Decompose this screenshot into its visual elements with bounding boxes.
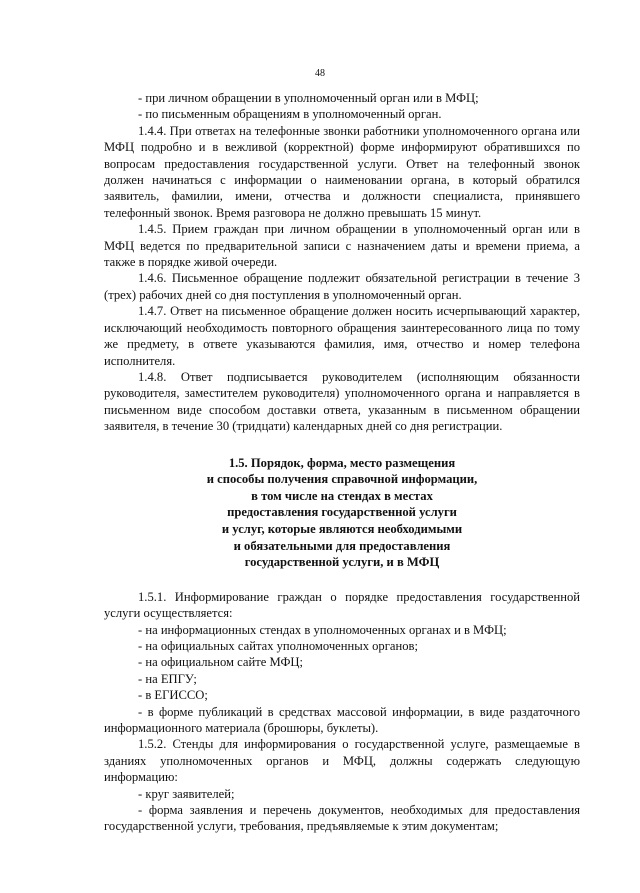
- paragraph: 1.5.2. Стенды для информирования о государственной услуге, размещаемые в зданиях уполномоченных органов и МФЦ, должны содержать следующую информацию:: [104, 737, 580, 785]
- list-item: - на ЕПГУ;: [138, 671, 197, 686]
- list-item: - на информационных стендах в уполномоченных органах и в МФЦ;: [138, 622, 507, 637]
- list-item: - круг заявителей;: [138, 786, 235, 801]
- paragraph: 1.4.7. Ответ на письменное обращение должен носить исчерпывающий характер, исключающий необходимость повторного обращения заинтересованного лица по тому же предмету, в ответе указываются фамилия, имя, отчество и номер телефона исполнителя.: [104, 304, 580, 368]
- page-number: 48: [315, 68, 325, 79]
- section-heading: 1.5. Порядок, форма, место размещения и способы получения справочной информации, в том числе на стендах в местах предоставления государственной услуги и услуг, которые являются необходимыми и обязательными для предоставления государственной услуги, и в МФЦ: [206, 455, 478, 570]
- list-item: - в ЕГИССО;: [138, 688, 208, 703]
- list-item: - на официальных сайтах уполномоченных органов;: [138, 638, 418, 653]
- list-item: - на официальном сайте МФЦ;: [138, 655, 304, 670]
- paragraph: 1.4.8. Ответ подписывается руководителем (исполняющим обязанности руководителя, заместителем руководителя) уполномоченного органа и направляется в письменном виде способом доставки ответа, указанным в письменном обращении заявителя, в течение 30 (тридцати) календарных дней со дня регистрации.: [104, 369, 580, 434]
- paragraph: 1.4.5. Прием граждан при личном обращении в уполномоченный орган или в МФЦ ведется по предварительной записи с назначением даты и времени приема, а также в порядке живой очереди.: [104, 222, 580, 270]
- paragraph: 1.5.1. Информирование граждан о порядке предоставления государственной услуги осуществляется:: [104, 589, 580, 621]
- paragraph: 1.4.4. При ответах на телефонные звонки работники уполномоченного органа или МФЦ подробно и в вежливой (корректной) форме информируют обратившихся по вопросам предоставления государственной услуги. Ответ на телефонный звонок должен начинаться с информации о наименовании органа, в который обратился заявитель, фамилии, имени, отчества и должности специалиста, принявшего телефонный звонок. Время разговора не должно превышать 15 минут.: [104, 123, 580, 220]
- list-item: - форма заявления и перечень документов, необходимых для предоставления государственной услуги, требования, предъявляемые к этим документам;: [104, 802, 580, 834]
- list-item: - в форме публикаций в средствах массовой информации, в виде раздаточного информационного материала (брошюры, буклеты).: [104, 704, 580, 735]
- paragraph: - по письменным обращениям в уполномоченный орган.: [138, 107, 442, 122]
- document-body: [104, 90, 580, 835]
- paragraph: 1.4.6. Письменное обращение подлежит обязательной регистрации в течение 3 (трех) рабочих дней со дня поступления в уполномоченный орган.: [104, 271, 580, 302]
- paragraph: - при личном обращении в уполномоченный орган или в МФЦ;: [138, 91, 479, 105]
